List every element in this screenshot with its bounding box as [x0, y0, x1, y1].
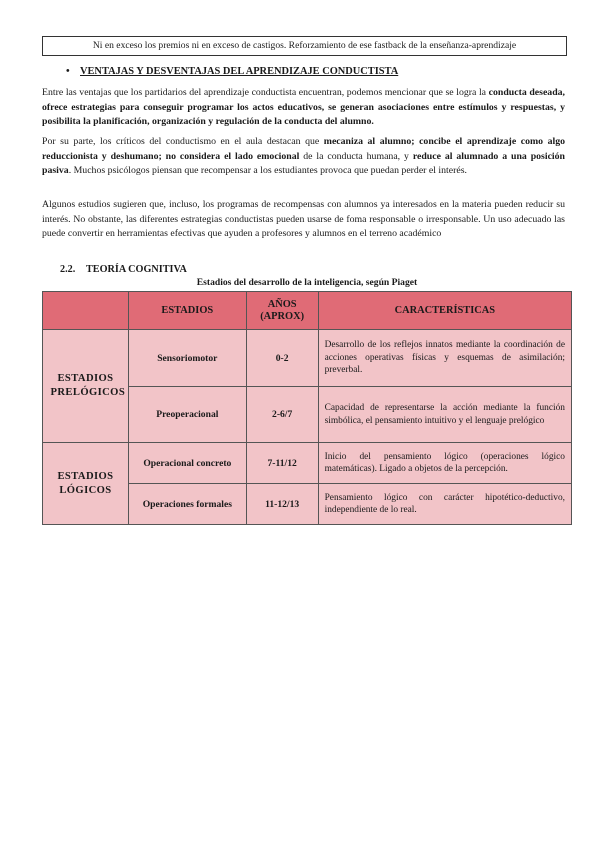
table-row: [43, 330, 572, 387]
header-group: [43, 292, 129, 330]
paragraph-text: . Muchos psicólogos piensan que recompensar a los estudiantes provoca que puedan perder el interés.: [68, 165, 467, 177]
subsection-title: TEORÍA COGNITIVA: [86, 264, 187, 275]
bullet-icon: •: [66, 66, 70, 77]
subsection-number: 2.2.: [60, 264, 76, 275]
group-prelogical: [43, 330, 129, 443]
paragraph-text-bold: conducta deseada, ofrece estrategias para conseguir programar los actos educativos, se generan asociaciones entre estímulos y respuestas, y posibilita la planificación, organización y regulación de la conducta del alumno.: [42, 87, 565, 128]
paragraph-text: Entre las ventajas que los partidarios del aprendizaje conductista encuentran, podemos mencionar que se logra la: [42, 87, 489, 98]
stage-cell: Operaciones formales: [128, 484, 246, 525]
header-note: Ni en exceso los premios ni en exceso de castigos. Reforzamiento de ese fastback de la enseñanza-aprendizaje: [92, 40, 517, 51]
paragraph-text-bold: mecaniza al alumno; concibe el aprendizaje como algo reduccionista y deshumano; no considera el lado emocional: [42, 136, 565, 162]
paragraph-text-bold: reduce al alumnado a una posición pasiva: [42, 150, 565, 177]
table-row: [43, 443, 572, 484]
section-title: VENTAJAS Y DESVENTAJAS DEL APRENDIZAJE CONDUCTISTA: [80, 66, 399, 77]
header-stages: ESTADIOS: [128, 292, 246, 330]
group-logical: [43, 443, 129, 525]
stage-cell: Sensoriomotor: [128, 330, 246, 387]
paragraph-advantages: [42, 86, 565, 130]
header-ages: AÑOS (APROX): [246, 292, 318, 330]
table-header-row: [43, 292, 572, 330]
piaget-stages-table: [42, 291, 572, 525]
stage-cell: Preoperacional: [128, 387, 246, 443]
paragraph-studies: [42, 198, 565, 242]
description-cell: Desarrollo de los reflejos innatos mediante la coordinación de acciones operativas físicas y esquemas de asimilación; preverbal.: [318, 330, 571, 387]
age-cell: 7-11/12: [246, 443, 318, 484]
age-cell: 2-6/7: [246, 387, 318, 443]
header-note-box: [42, 36, 567, 56]
paragraph-critics: [42, 135, 565, 179]
description-cell: Capacidad de representarse la acción mediante la función simbólica, el pensamiento intuitivo y el lenguaje prelógico: [318, 387, 571, 443]
stage-cell: Operacional concreto: [128, 443, 246, 484]
group-label: ESTADIOS PRELÓGICOS: [50, 373, 126, 398]
description-cell: Pensamiento lógico con carácter hipotético-deductivo, independiente de lo real.: [318, 484, 571, 525]
table-title: Estadios del desarrollo de la inteligencia, según Piaget: [196, 277, 418, 288]
paragraph-text: de la conducta humana, y: [299, 150, 413, 162]
age-cell: 0-2: [246, 330, 318, 387]
paragraph-text: Por su parte, los críticos del conductismo en el aula destacan que: [42, 136, 324, 147]
header-characteristics: CARACTERÍSTICAS: [318, 292, 571, 330]
section-heading: [66, 66, 398, 77]
group-label: ESTADIOS LÓGICOS: [57, 470, 114, 496]
subsection-heading: [60, 264, 187, 275]
paragraph-text: Algunos estudios sugieren que, incluso, los programas de recompensas con alumnos ya interesados en la materia pueden reducir su interés. No obstante, las diferentes estrategias conductistas pueden usarse de foma responsable o irresponsable. Un uso adecuado las puede convertir en herramientas efectivas que ayuden a profesores y alumnos en el terreno académico: [42, 199, 565, 240]
description-cell: Inicio del pensamiento lógico (operaciones lógico matemáticas). Ligado a objetos de la percepción.: [318, 443, 571, 484]
age-cell: 11-12/13: [246, 484, 318, 525]
